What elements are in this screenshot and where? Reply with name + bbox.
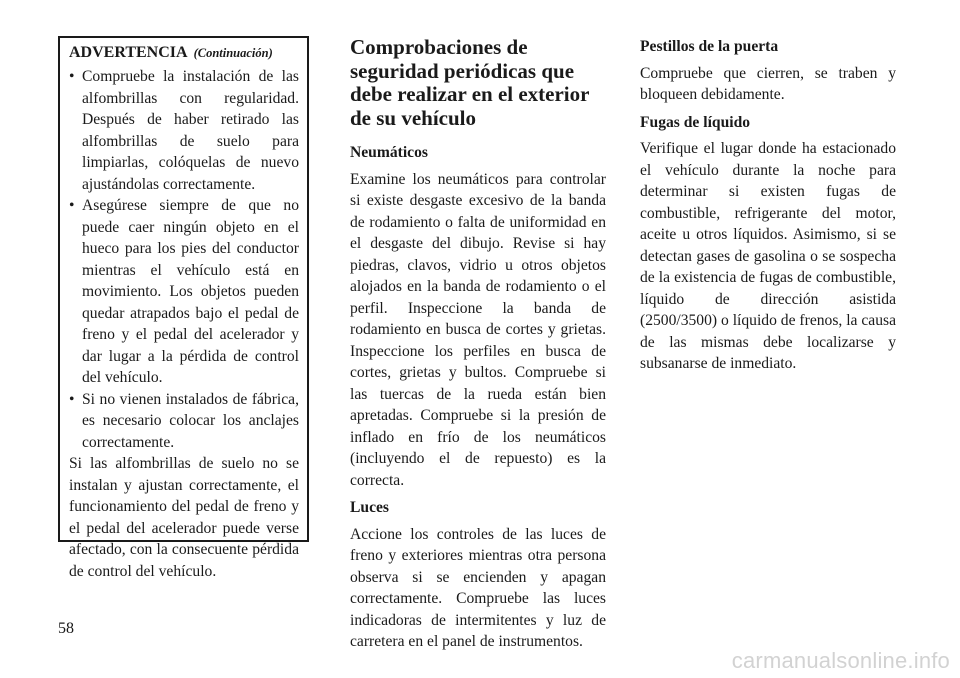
warning-tail-text: Si las alfombrillas de suelo no se instalan y ajustan correctamente, el funcionamiento del pedal de freno y el pedal del acelerador puede verse afectado, con la consecuente pérdida de control del vehículo. [69,455,299,580]
warning-bullet-list [69,66,299,453]
warning-continuation: (Continuación) [193,46,273,60]
lights-text: Accione los controles de las luces de freno y exteriores mientras otra persona observa si se encienden y apagan correctamente. Compruebe las luces indicadoras de intermitentes y luz de carretera en el panel de instrumentos. [350,525,606,650]
tires-text: Examine los neumáticos para controlar si existe desgaste excesivo de la banda de rodamiento o falta de uniformidad en el desgaste del dibujo. Revise si hay piedras, clavos, vidrio u otros objetos alojados en la banda de rodamiento o el perfil. Inspeccione la banda de rodamiento en busca de cortes y grietas. Inspeccione los perfiles en busca de cortes, grietas y bultos. Compruebe si las tuercas de la rueda están bien apretadas. Compruebe si la presión de inflado en frío de los neumáticos (incluyendo el de repuesto) es la correcta. [350,170,606,489]
lights-heading: Luces [350,499,389,516]
warning-title [69,42,299,64]
warning-bullet-text: Asegúrese siempre de que no puede caer ningún objeto en el hueco para los pies del conductor mientras el vehículo está en movimiento. Los objetos pueden quedar atrapados bajo el pedal de freno y el pedal del acelerador y dar lugar a la pérdida de control del vehículo. [82,197,299,386]
watermark: carmanualsonline.info [731,648,950,673]
latches-text: Compruebe que cierren, se traben y bloqueen debidamente. [640,64,896,103]
bullet-icon: • [69,197,75,214]
section-title: Comprobaciones de seguridad periódicas que debe realizar en el exterior de su vehículo [350,35,590,130]
leaks-text: Verifique el lugar donde ha estacionado el vehículo durante la noche para determinar si existen fugas de combustible, refrigerante del motor, aceite u otros líquidos. Asimismo, si se detectan gases de gasolina o se sospecha de la existencia de fugas de combustible, líquido de dirección asistida (2500/3500) o líquido de frenos, la causa de las mismas debe localizarse y subsanarse de inmediato. [640,140,896,372]
tires-heading: Neumáticos [350,144,428,161]
warning-title-text: ADVERTENCIA [69,44,188,61]
warning-bullet-text: Si no vienen instalados de fábrica, es necesario colocar los anclajes correctamente. [82,390,299,451]
leaks-heading: Fugas de líquido [640,113,751,131]
warning-box [58,36,309,580]
warning-bullet-text: Compruebe la instalación de las alfombrillas con regularidad. Después de haber retirado las alfombrillas de suelo para limpiarlas, colóquelas de nuevo ajustándolas correctamente. [82,68,299,193]
bullet-icon: • [69,390,75,408]
page-number: 58 [58,620,74,637]
right-column [640,36,896,381]
warning-bullet-item [69,389,299,454]
warning-bullet-item [69,66,299,195]
warning-bullet-item [69,195,299,389]
latches-heading: Pestillos de la puerta [640,38,779,55]
bullet-icon: • [69,68,75,85]
middle-column [350,36,606,659]
